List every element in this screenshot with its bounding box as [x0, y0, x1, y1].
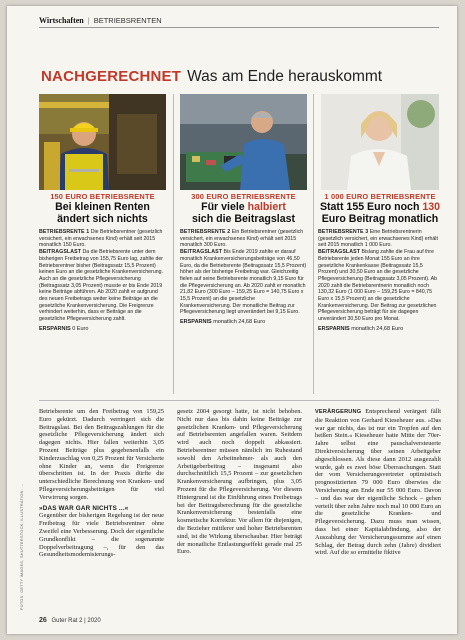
section-title: Wirtschaften	[39, 16, 84, 25]
magazine-name: Guter Rat	[51, 618, 78, 624]
header-rule	[39, 27, 439, 28]
case-2-savings: ERSPARNIS monatlich 24,68 Euro	[180, 319, 266, 326]
headline	[41, 68, 382, 86]
issue: 2 | 2020	[79, 618, 101, 624]
pension-case-3	[318, 192, 442, 332]
pension-case-1	[39, 192, 166, 332]
column-divider	[173, 94, 174, 394]
headline-black: Was am Ende herauskommt	[187, 68, 383, 85]
section-header: Wirtschaften | BETRIEBSRENTEN	[39, 16, 162, 25]
case-2-title: Für viele halbiert sich die Beitragslast	[191, 201, 296, 225]
magazine-page	[7, 6, 457, 634]
case-1-title: Bei kleinen Renten ändert sich nichts	[55, 201, 150, 225]
badge-150: 150 EURO BETRIEBSRENTE	[50, 192, 155, 201]
badge-300: 300 EURO BETRIEBSRENTE	[191, 192, 296, 201]
column-divider	[313, 94, 314, 394]
subheading: »DAS WAR GAR NICHTS ...«	[39, 504, 129, 512]
case-1-body: BETRIEBSRENTE 1 Die Betriebsrentner (gesetzlich versichert, ein erwachsenes Kind) erhält seit 2015 monatlich 150 Euro. BEITRAGSLAST Da die Betriebsrente unter dem bisherigen Freibetrag von 155,75 Euro lag, zahlte der Betriebsrentner bisher (Beitragssatz 15,5 Prozent) keinen Euro an die gesetzliche Krankenversicherung. Auch an die gesetzliche Pflegeversicherung (Beitragssatz 3,05 Prozent) musste er bis Ende 2019 keine Beiträge abführen. Ab 2020 zahlt er aufgrund des neuen Freibetrags weiter keine Beiträge an die gesetzliche Krankenversicherung. Die Freigrenze verhindert weiterhin, dass er Beiträge an die gesetzliche Pflegeversicherung zahlt.	[39, 229, 164, 323]
case-3-title: Statt 155 Euro noch 130 Euro Beitrag monatlich	[319, 201, 441, 225]
case-1-savings: ERSPARNIS 0 Euro	[39, 325, 89, 332]
article-column-3: VERÄRGERUNG Entsprechend verärgert fällt die Reaktion von Gerhard Kieseheuer aus. »Das war gar nichts, das ist nur ein Tropfen auf den heißen Stein.« Kieseheuer hatte Mitte der 70er-Jahre selbst eine pauschalversteuerte Direktversicherung über seinen Arbeitgeber abgeschlossen. Als diese dann 2012 ausgezahlt wurde, gab es zwei böse Überraschungen. Statt der vom Versicherungsvertreter optimistisch prognostizierten 79 000 Euro überwies die Versicherung am Ende nur 55 000 Euro. Davon – und das war der eigentliche Schock – gehen verteilt über zehn Jahre noch mal 10 000 Euro an die gesetzliche Kranken- und Pflegeversicherung. Dazu muss man wissen, dass bei einer Kapitalabfindung, also der Auszahlung der Versicherungssumme auf einen Schlag, der Betrag durch zehn (Jahre) dividiert wird. Auf die so ermittelte fiktive	[315, 408, 441, 557]
case-2-body: BETRIEBSRENTE 2 Ein Betriebsrentner (gesetzlich versichert, ein erwachsenes Kind) erhält seit 2015 monatlich 300 Euro. BEITRAGSLAST Bis Ende 2019 zahlte er darauf monatlich Krankenversicherungsbeiträge von 46,50 Euro, da die Betriebsrente (Beitragssatz 15,5 Prozent) höher als der bisherige Freibetrag war. Gleichzeitig fielen auf seine Betriebsrente monatlich 9,15 Euro für die Pflegeversicherung an. Ab 2020 zahlt er monatlich 21,82 Euro (300 Euro – 159,25 Euro = 140,75 Euro x 15,5 Prozent) an die gesetzliche Krankenversicherung. Der monatliche Beitrag zur Pflegeversicherung liegt unverändert bei 9,15 Euro.	[180, 229, 307, 316]
section-rule	[39, 400, 439, 401]
photo-credit: FOTOS: GETTY IMAGES, SHUTTERSTOCK; ILLUSTRATION: ...	[20, 483, 24, 610]
photo-technician	[180, 94, 307, 190]
page-number: 26	[39, 617, 47, 624]
photo-woman	[321, 94, 439, 190]
case-3-body: BETRIEBSRENTE 3 Eine Betriebsrentnerin (gesetzlich versichert, ein erwachsenes Kind) erhält seit 2015 monatlich 1 000 Euro. BEITRAGSLAST Bislang zahlte die Frau auf ihre Betriebsrente jeden Monat 155 Euro an ihre gesetzliche Krankenkasse (Beitragssatz 15,5 Prozent) und 30,50 Euro an die gesetzliche Pflegeversicherung (Beitragssatz 3,05 Prozent). Ab 2020 zahlt die Betriebsrentnerin monatlich noch 130,32 Euro (1 000 Euro – 159,25 Euro = 840,75 Euro x 15,5 Prozent) an die gesetzliche Krankenversicherung. Der Beitrag zur gesetzlichen Pflegeversicherung beträgt für sie dagegen unverändert 30,50 Euro pro Monat.	[318, 229, 438, 323]
badge-1000: 1 000 EURO BETRIEBSRENTE	[324, 192, 436, 201]
pension-case-2	[180, 192, 307, 325]
page-footer	[39, 617, 101, 624]
photo-worker	[39, 94, 166, 190]
article-column-2: gesetz 2004 gesorgt hatte, ist nicht behoben. Nicht nur dass bis dahin keine Beiträge zur gesetzlichen Kranken- und Pflegeversicherung auf Betriebsrenten angefallen waren. Seitdem wird auch noch doppelt abkassiert. Betriebsrentner müssen nämlich im Ruhestand sowohl den Arbeitnehmer- als auch den Arbeitgeberbeitrag – insgesamt also durchschnittlich 15,5 Prozent – zur gesetzlichen Krankenversicherung aufbringen, plus 3,05 Prozent für die Pflegeversicherung. Vor diesem Hintergrund ist die Einführung eines Freibetrags bei der Beitragsberechnung für die gesetzliche Krankenversicherung bestenfalls eine kosmetische Korrektur. Vor allem für diejenigen, die Bezieher mittlerer und hoher Betriebsrenten sind, ist die Wirkung überschaubar. Hier beträgt der monatliche Entlastungseffekt gerade mal 25 Euro.	[177, 408, 302, 556]
section-subtitle: BETRIEBSRENTEN	[93, 16, 162, 25]
article-column-1: Betriebsrente um den Freibetrag von 159,25 Euro gekürzt. Dadurch verringert sich die Beitragslast. Bei den Beitragszahlungen für die gesetzliche Pflegeversicherung ändert sich dagegen nichts. Hier fallen weiterhin 3,05 Prozent Beiträge plus gegebenenfalls ein Kinderzuschlag von 0,25 Prozent für Versicherte ohne Kinder an, wenn die Freigrenze überschritten ist. In der Praxis dürfte die unterschiedliche Berechnung von Kranken- und Pflegeversicherungsbeiträgen für viel Verwirrung sorgen. »DAS WAR GAR NICHTS ...« Gegenüber der bisherigen Regelung ist der neue Freibetrag für viele Betriebsrentner ohne Zweifel eine Verbesserung. Doch der eigentliche Grundkonflikt – die sogenannte Doppelverbeitragung –, für den das Gesundheitsmodernisierungs-	[39, 408, 164, 559]
case-3-savings: ERSPARNIS monatlich 24,68 Euro	[318, 325, 404, 332]
headline-red: NACHGERECHNET	[41, 68, 182, 85]
